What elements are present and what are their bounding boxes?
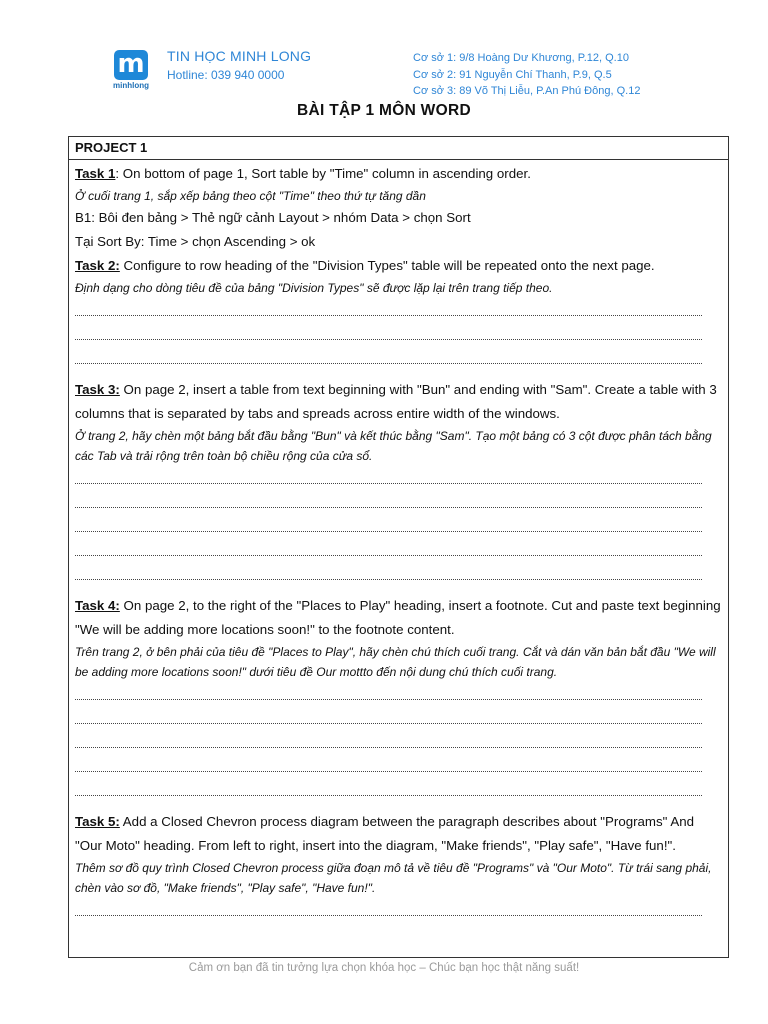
page-header	[0, 0, 768, 100]
project-heading: PROJECT 1	[69, 137, 728, 160]
hotline: Hotline: 039 940 0000	[167, 68, 285, 82]
answer-line[interactable]	[75, 562, 722, 586]
task-1-vi: Ở cuối trang 1, sắp xếp bảng theo cột "Time" theo thứ tự tăng dần	[75, 189, 426, 203]
task-1-step-1: B1: Bôi đen bảng > Thẻ ngữ cảnh Layout > nhóm Data > chọn Sort	[75, 210, 471, 225]
answer-line[interactable]	[75, 898, 722, 922]
branch-addresses	[413, 50, 640, 100]
task-4-label: Task 4:	[75, 598, 120, 613]
answer-line[interactable]	[75, 298, 722, 322]
task-2-vi: Định dạng cho dòng tiêu đề của bảng "Division Types" sẽ được lặp lại trên trang tiếp theo.	[75, 281, 553, 295]
answer-line[interactable]	[75, 538, 722, 562]
answer-line[interactable]	[75, 706, 722, 730]
task-2-en	[75, 254, 722, 278]
minhlong-logo	[109, 50, 153, 94]
task-4-vi: Trên trang 2, ở bên phải của tiêu đề "Places to Play", hãy chèn chú thích cuối trang. Cắt và dán văn bản bắt đầu "We will be adding more locations soon!" dưới tiêu đề Our mottto đến nội dung chú thích cuối trang.	[75, 645, 716, 679]
task-1-en	[75, 162, 722, 186]
branch-1: Cơ sở 1: 9/8 Hoàng Dư Khương, P.12, Q.10	[413, 52, 629, 64]
answer-line[interactable]	[75, 466, 722, 490]
task-1-text: : On bottom of page 1, Sort table by "Time" column in ascending order.	[115, 166, 531, 181]
task-3-label: Task 3:	[75, 382, 120, 397]
logo-mark: m	[114, 50, 148, 80]
answer-line[interactable]	[75, 322, 722, 346]
task-1-step-2: Tại Sort By: Time > chọn Ascending > ok	[75, 234, 316, 249]
branch-3: Cơ sở 3: 89 Võ Thị Liễu, P.An Phú Đông, Q.12	[413, 85, 641, 97]
task-5-en	[75, 810, 722, 858]
task-2-text: Configure to row heading of the "Division Types" table will be repeated onto the next page.	[119, 258, 655, 273]
task-2-label: Task 2:	[75, 258, 120, 273]
logo-wordmark: minhlong	[113, 81, 149, 90]
branch-2: Cơ sở 2: 91 Nguyễn Chí Thanh, P.9, Q.5	[413, 68, 612, 81]
answer-line[interactable]	[75, 778, 722, 802]
task-5-label: Task 5:	[75, 814, 120, 829]
task-5-vi: Thêm sơ đồ quy trình Closed Chevron process giữa đoạn mô tả về tiêu đề "Programs" và "Our Moto". Từ trái sang phải, chèn vào sơ đồ, "Make friends", "Play safe", "Have fun!".	[75, 861, 712, 895]
answer-line[interactable]	[75, 730, 722, 754]
project-box	[68, 136, 729, 958]
answer-line[interactable]	[75, 346, 722, 370]
task-3-text: On page 2, insert a table from text beginning with "Bun" and ending with "Sam". Create a table with 3 columns that is separated by tabs and spreads across entire width of the windows.	[75, 382, 717, 421]
answer-line[interactable]	[75, 754, 722, 778]
task-4-text: On page 2, to the right of the "Places to Play" heading, insert a footnote. Cut and paste text beginning "We will be adding more locations soon!" to the footnote content.	[75, 598, 721, 637]
brand-block	[167, 48, 311, 82]
document-title: BÀI TẬP 1 MÔN WORD	[297, 102, 471, 119]
answer-line[interactable]	[75, 514, 722, 538]
answer-line[interactable]	[75, 682, 722, 706]
brand-name: TIN HỌC MINH LONG	[167, 48, 312, 64]
task-3-en	[75, 378, 722, 426]
page-footer: Cảm ơn bạn đã tin tưởng lựa chọn khóa học – Chúc bạn học thật năng suất!	[188, 962, 580, 974]
task-1-label: Task 1	[75, 166, 116, 181]
task-4-en	[75, 594, 722, 642]
answer-line[interactable]	[75, 490, 722, 514]
task-5-text: Add a Closed Chevron process diagram between the paragraph describes about "Programs" And "Our Moto" heading. From left to right, insert into the diagram, "Make friends", "Play safe", "Have fun!".	[75, 814, 694, 853]
task-list	[69, 160, 728, 922]
task-3-vi: Ở trang 2, hãy chèn một bảng bắt đầu bằng "Bun" và kết thúc bằng "Sam". Tạo một bảng có 3 cột được phân tách bằng các Tab và trải rộng trên toàn bộ chiều rộng của cửa sổ.	[75, 429, 712, 463]
